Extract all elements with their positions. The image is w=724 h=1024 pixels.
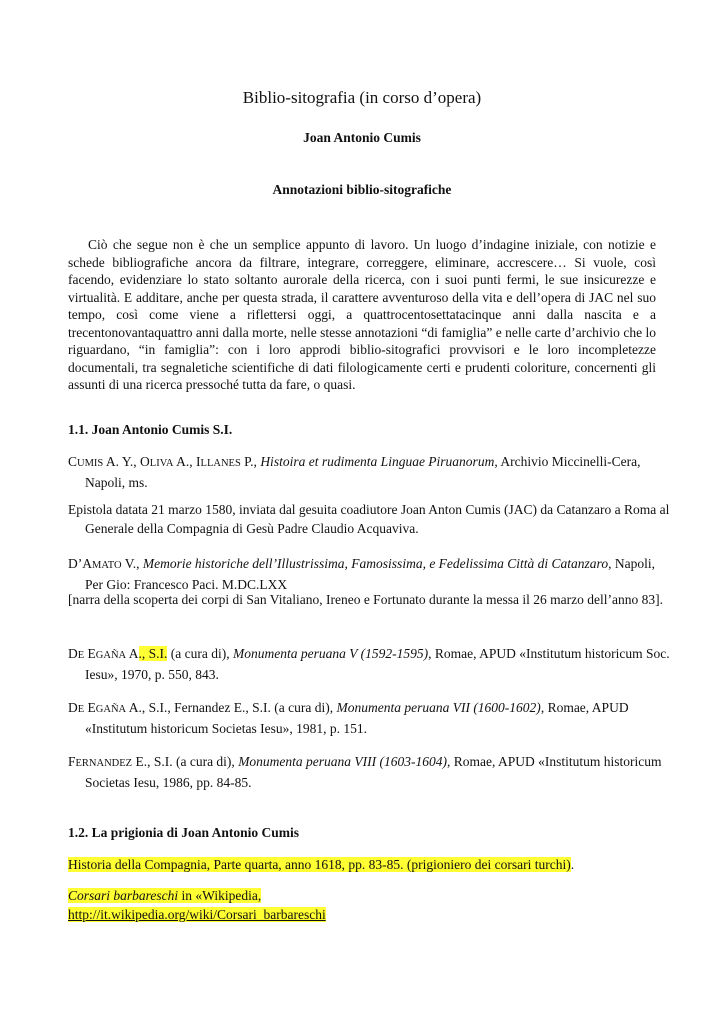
document-title: Biblio-sitografia (in corso d’opera) [242,88,482,107]
author-suffix: V., [121,556,143,571]
bib-entry-fernandez [68,752,675,792]
author-suffix: A., [173,454,197,469]
work-title: Memorie historiche dell’Illustrissima, Famosissima, e Fedelissima Città di Catanzaro [142,556,609,571]
bib-entry-degana-1 [68,644,675,684]
author-initial: C [68,454,78,469]
wikipedia-link[interactable]: http://it.wikipedia.org/wiki/Corsari_barbareschi [68,907,326,922]
bib-entry-degana-2 [68,698,675,738]
author-smallcaps: GAÑA [95,650,127,661]
intro-paragraph: Ciò che segue non è che un semplice appunto di lavoro. Un luogo d’indagine iniziale, con notizie e schede bibliografiche ancora da filtrare, integrare, correggere, eliminare, accrescere… Si vuole, così facendo, evidenziare lo stato soltanto aurorale della ricerca, con i suoi punti fermi, le sue insicurezze e virtualità. E additare, anche per questa strada, il carattere avventuroso della vita e dell’opera di JAC nel suo tempo, così come viene a riflettersi oggi, a quattrocentosettatacinque anni dalla nascita e a trecentonovantaquattro anni dalla morte, nelle stesse annotazioni “di famiglia” e nelle carte d’archivio che lo riguardano, “in famiglia”: con i loro approdi biblio-sitografici provvisori e le loro incompletezze documentali, tra segnaletiche scientifiche di dati filologicamente certi e prudenti coloriture, concernenti gli assunti di una ricerca pressoché tutta da fare, o quasi. [68,237,656,392]
author-suffix: A. Y., [103,454,141,469]
entry-rest: , Archivio Miccinelli-Cera, Napoli, ms. [85,454,641,490]
work-title: Monumenta peruana V (1592-1595) [233,646,429,661]
work-title: Monumenta peruana VII (1600-1602) [336,700,541,715]
author-initial: E [84,646,96,661]
author-smallcaps: LLANES [200,458,241,469]
author-name: Joan Antonio Cumis [303,130,421,145]
highlighted-text [68,888,261,903]
bib-entry-wikipedia [68,886,658,924]
work-title: Corsari barbareschi [68,888,179,903]
author-initial: D’A [68,556,92,571]
entry-rest: , Romae, APUD «Institutum historicum Societas Iesu», 1981, p. 151. [85,700,629,736]
entry-rest: , Romae, APUD «Institutum historicum Societas Iesu, 1986, pp. 84-85. [85,754,662,790]
section-subtitle: Annotazioni biblio-sitografiche [272,182,452,197]
section-heading-1-2: 1.2. La prigionia di Joan Antonio Cumis [68,825,300,840]
section-heading-1-1: 1.1. Joan Antonio Cumis S.I. [68,422,233,437]
bib-entry-damato [68,554,675,594]
author-smallcaps: UMIS [77,458,104,469]
bib-entry-epistola: Epistola datata 21 marzo 1580, inviata dal gesuita coadiutore Joan Anton Cumis (JAC) da Catanzaro a Roma al Generale della Compagnia di Gesù Padre Claudio Acquaviva. [68,502,670,536]
entry-mid: (a cura di), [167,646,234,661]
author-initial: F [68,754,76,769]
author-suffix: P., [240,454,261,469]
author-initial: D [68,646,78,661]
author-initial: I [196,454,201,469]
bib-entry-historia [68,855,675,874]
author-smallcaps: LIVA [149,458,174,469]
entry-end: . [570,857,575,872]
author-initial: D [68,700,78,715]
author-smallcaps: E [77,650,85,661]
author-smallcaps: MATO [92,560,122,571]
entry-rest: in «Wikipedia, [178,888,262,903]
author-smallcaps: E [77,704,85,715]
bib-entry-note: [narra della scoperta dei corpi di San Vitaliano, Ireneo e Fortunato durante la messa il 26 marzo dell’anno 83]. [68,592,663,607]
entry-rest: , Napoli, Per Gio: Francesco Paci. M.DC.LXX [85,556,655,592]
author-initial: O [140,454,150,469]
entry-rest: , Romae, APUD «Institutum historicum Soc. Iesu», 1970, p. 550, 843. [85,646,670,682]
author-smallcaps: ERNANDEZ [75,758,133,769]
work-title: Monumenta peruana VIII (1603-1604) [238,754,448,769]
bib-entry-cumis [68,452,675,492]
author-suffix: A., S.I., Fernandez E., S.I. (a cura di), [126,700,337,715]
highlighted-text: ., S.I. [138,646,168,661]
author-suffix: E., S.I. (a cura di), [132,754,239,769]
highlighted-text: Historia della Compagnia, Parte quarta, anno 1618, pp. 83-85. (prigioniero dei corsari turchi) [68,857,571,872]
work-title: Histoira et rudimenta Linguae Piruanorum [260,454,495,469]
author-smallcaps: GAÑA [95,704,127,715]
author-initial: E [84,700,96,715]
author-suffix: A [126,646,139,661]
